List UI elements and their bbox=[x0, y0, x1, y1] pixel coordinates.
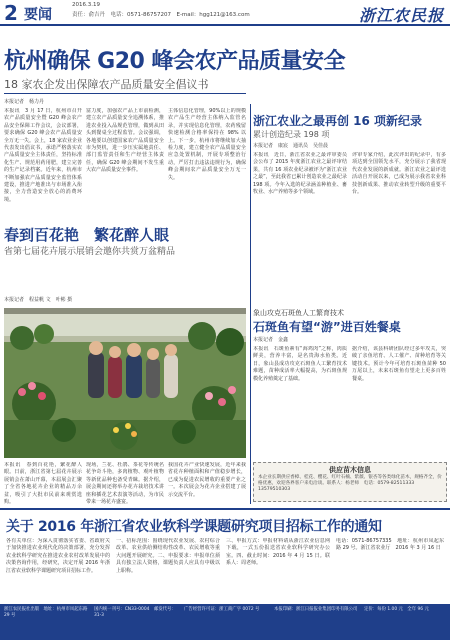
flower-subheadline: 省第七届花卉展示展销会邀你共赏万盆精品 bbox=[4, 247, 176, 257]
announcement-column-2: 一、招标范围：围绕现代农业发展、农村综合改革、农业供给侧结构性改革、农民增收等重大问题开展研究。二、申报要求：申报单位须具有独立法人资格，课题负责人应具有中级以上职称。 bbox=[116, 538, 220, 574]
announcement-column-4: 电话：0571-86757335 地址：杭州市凤起东路 29 号。浙江省农业厅 2016 年 3 月 16 日 bbox=[336, 538, 444, 552]
footer-publisher: 浙江农民报社出版 地址：杭州市凤起东路 29 号 bbox=[4, 607, 88, 618]
tender-announcement bbox=[0, 508, 450, 604]
divider bbox=[4, 93, 246, 94]
announcement-column-1: 各有关单位：为深入贯彻落实省委、省政府关于加快推进农业现代化的决策部署，充分发挥农业软科学研究在推进农业农村改革发展中的决策咨询作用，经研究，决定开展 2016 年浙江省农业软科学课题研究项目招标工作。 bbox=[6, 538, 110, 574]
section-title: 要闻 bbox=[24, 7, 52, 23]
fish-byline: 本报记者 金鑫 bbox=[253, 337, 289, 343]
lead-column-2: 富力度，加强农产品上市前检测，建立农产品质量安全追溯体系，推进农业投入品规范管理，做到从田头到餐桌全过程监管。会议强调，各地要以创建国家农产品质量安全市为契机，进一步压实属地责任、部门监管责任和生产经营主体责任，确保 G20 峰会期间不发生重大农产品质量安全事件。 bbox=[86, 108, 164, 174]
footer-price: 定价：每份 1.00 元 全年 96 元 bbox=[364, 607, 429, 612]
page-number: 2 bbox=[4, 1, 18, 25]
records-column-1: 本报讯 近日，浙江省农业之最评审委员会公布了 2015 年度浙江农业之最评审结果，共有 16 项农业纪录被评为“浙江农业之最”，至此我省已累计创造农业之最纪录 198 项。今年入选的纪录涵盖种植业、畜牧业、水产养殖等多个领域。 bbox=[253, 152, 347, 196]
supply-ad-body: 本企业长期供应香樟、桂花、樱花、红叶石楠、紫薇、银杏等各类绿化苗木，规格齐全，价格优惠，欢迎各界客户来电洽谈。联系人：杨老师 电话：0579-82511333 13579510303 bbox=[258, 475, 442, 493]
issue-date: 2016.3.19 bbox=[72, 2, 100, 8]
footer-ad-license: 广告经营许可证：浙工商广字 0072 号 bbox=[184, 607, 260, 612]
lead-column-1: 本报讯 3 月 17 日，杭州市召开农产品质量安全暨 G20 峰会农产品安全保障工作会议，会议部署，要求确保 G20 峰会农产品质量安全万无一失。会上，18 家农业企业代表发出倡议书，承诺严格落实农产品质量安全主体责任，坚持标准化生产、规范用药用肥，建立完善的生产记录档案。近年来，杭州市不断加强农产品质量安全监管体系建设，推进产地准出与市场准入衔接，全力营造安全放心的消费环境。 bbox=[4, 108, 82, 203]
announcement-column-3: 三、申报方式：申报材料请从浙江农业信息网下载，一式五份报送省农业软科学研究办公室。四、截止时间：2016 年 4 月 15 日。联系人：周老师。 bbox=[226, 538, 330, 567]
editor-contact: 责任：俞吉丹 电话：0571-86757207 E-mail：hgg121@163.com bbox=[72, 12, 250, 18]
footer-printer: 本报印刷：浙江日报报业集团印务有限公司 bbox=[274, 607, 358, 612]
newspaper-logo: 浙江农民报 bbox=[358, 6, 444, 25]
fish-column-1: 本报讯 石斑鱼素有“海鸡肉”之称，肉质鲜美，营养丰富，是名贵海水鱼类。近日，象山县成功攻克石斑鱼人工繁育技术难题，苗种成活率大幅提高，为石斑鱼规模化养殖奠定了基础。 bbox=[253, 346, 347, 382]
fish-headline: 石斑鱼有望“游”进百姓餐桌 bbox=[253, 320, 401, 334]
records-headline: 浙江农业之最再创 16 项新纪录 bbox=[253, 114, 423, 128]
footer-issn: 国内统一刊号：CN33-0004 邮发代号：31-3 bbox=[94, 607, 176, 618]
flower-show-photo bbox=[4, 308, 246, 458]
page-header bbox=[0, 0, 450, 26]
fish-column-2: 据介绍，该县科研团队经过多年攻关，突破了亲鱼培育、人工催产、苗种培育等关键技术。预计今年可培育石斑鱼苗种 50 万尾以上，未来石斑鱼有望走上更多百姓餐桌。 bbox=[352, 346, 446, 382]
records-column-2: 评审专家介绍，此次评出的纪录中，有多项达到全国领先水平，充分展示了我省现代农业发展的新成就。浙江农业之最评选活动自开展以来，已成为展示我省农业科技创新成果、推动农业转型升级的重要平台。 bbox=[352, 152, 446, 196]
seedling-supply-ad bbox=[253, 462, 447, 502]
flower-column-3: 我国花卉产业快速发展，近年来我省花卉种植面积和产值稳步增长，已成为促进农民增收的重要产业之一。本次展会为花卉企业搭建了展示交流平台。 bbox=[168, 462, 246, 498]
records-subheadline: 累计创造纪录 198 项 bbox=[253, 130, 330, 139]
announcement-title: 关于 2016 年浙江省农业软科学课题研究项目招标工作的通知 bbox=[6, 519, 382, 535]
supply-ad-title: 供应苗木信息 bbox=[329, 466, 371, 474]
lead-byline: 本报记者 杨力丹 bbox=[4, 99, 45, 105]
flower-column-2: 现场，兰花、杜鹃、茶花等传统名花争奇斗艳，多肉植物、观叶植物等新优品种也备受青睐。据介绍，展会期间还将举办花卉栽培技术讲座和插花艺术表演等活动，为市民带来一场花卉盛宴。 bbox=[86, 462, 164, 506]
lead-column-3: 主体信息化管理，90%以上的规模农产品生产经营主体纳入监管名录，并实现信息化管理，农药残留快速检测合格率保持在 98% 以上。下一步，杭州市将继续加大抽检力度，建立健全农产品质量安全应急处置机制，开展专项整治行动，严厉打击违法违规行为，确保峰会期间农产品质量安全万无一失。 bbox=[168, 108, 246, 181]
column-divider bbox=[250, 104, 251, 504]
fish-kicker: 象山攻克石斑鱼人工繁育技术 bbox=[253, 309, 344, 317]
records-byline: 本报记者 康宸 通讯员 吴佳晨 bbox=[253, 143, 329, 149]
page-footer bbox=[0, 604, 450, 640]
flower-column-1: 本报讯 春到百花艳，繁花醉人眼。日前，浙江省第七届花卉展示展销会在萧山开幕，本届展会汇聚了全省各地花卉企业的精品万余盆，吸引了大批市民前来观赏选购。 bbox=[4, 462, 82, 506]
flower-byline: 本报记者 程益帆 文 叶彬 摄 bbox=[4, 297, 73, 303]
lead-subheadline: 18 家农企发出保障农产品质量安全倡议书 bbox=[4, 78, 209, 91]
flower-headline: 春到百花艳 繁花醉人眼 bbox=[4, 226, 170, 244]
lead-headline: 杭州确保 G20 峰会农产品质量安全 bbox=[4, 49, 345, 74]
